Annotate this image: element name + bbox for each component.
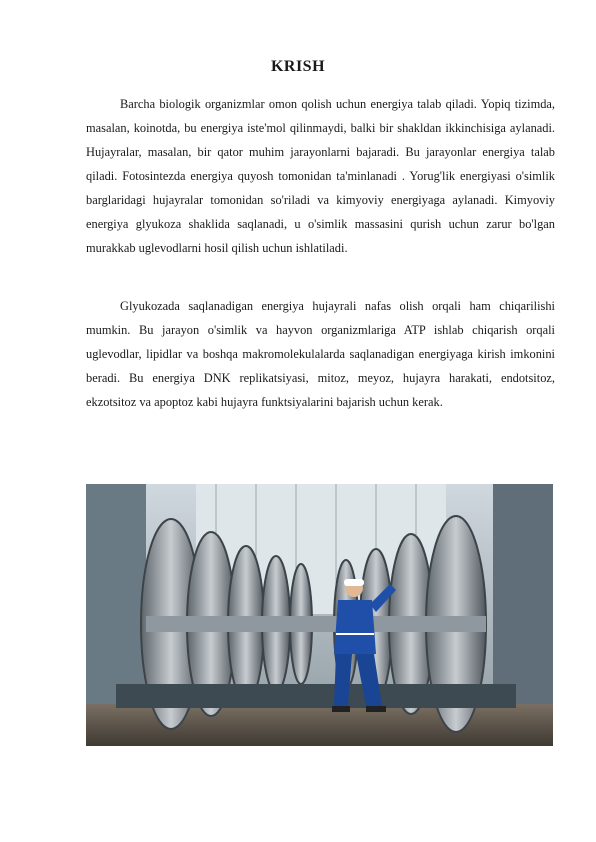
paragraph-1 [86, 92, 555, 260]
paragraph-2-text: Glyukozada saqlanadigan energiya hujayrali nafas olish orqali ham chiqarilishi mumkin. Bu jarayon o'simlik va hayvon organizmlariga ATP ishlab chiqarish orqali uglevodlar, lipidlar va boshqa makromolekulalarda saqlanadigan energiyaga kirish imkonini beradi. Bu energiya DNK replikatsiyasi, mitoz, meyoz, hujayra harakati, endotsitoz, ekzotsitoz va apoptoz kabi hujayra funktsiyalarini bajarish uchun kerak. [86, 299, 555, 409]
turbine-photo [86, 484, 553, 746]
page-title: KRISH [270, 58, 326, 75]
turbine-photo-illustration [86, 484, 553, 746]
paragraph-1-text: Barcha biologik organizmlar omon qolish uchun energiya talab qiladi. Yopiq tizimda, masalan, koinotda, bu energiya iste'mol qilinmaydi, balki bir shakldan ikkinchisiga aylanadi. Hujayralar, masalan, bir qator muhim jarayonlarni bajaradi. Bu jarayonlar energiya talab qiladi. Fotosintezda energiya quyosh tomonidan ta'minlanadi . Yorug'lik energiyasi o'simlik barglaridagi hujayralar tomonidan so'riladi va kimyoviy energiyaga aylanadi. Kimyoviy energiya glyukoza shaklida saqlanadi, u o'simlik massasini qurish uchun zarur bo'lgan murakkab uglevodlarni hosil qilish uchun ishlatiladi. [86, 97, 555, 255]
paragraph-2 [86, 294, 555, 414]
